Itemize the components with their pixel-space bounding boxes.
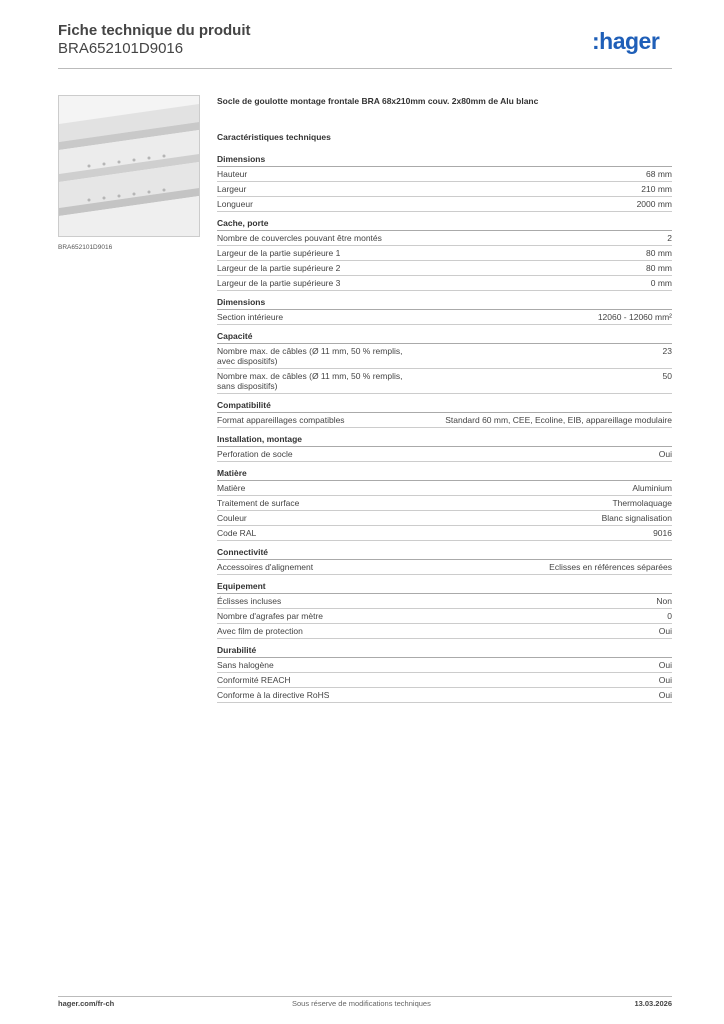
spec-value: 80 mm [646,248,672,258]
group-title: Cache, porte [217,218,672,231]
cable-trunking-illustration [59,96,199,236]
spec-groups [217,154,672,703]
spec-label: Perforation de socle [217,449,293,459]
spec-label: Nombre d'agrafes par mètre [217,611,324,621]
spec-label: Traitement de surface [217,498,300,508]
group-title: Durabilité [217,645,672,658]
spec-group [217,297,672,325]
spec-value: Oui [658,449,672,459]
spec-group [217,468,672,541]
group-title: Connectivité [217,547,672,560]
footer-divider [58,996,672,997]
spec-row [217,658,672,673]
spec-row [217,167,672,182]
footer-disclaimer: Sous réserve de modifications techniques [292,999,431,1008]
spec-value: Non [656,596,672,606]
spec-value: 9016 [653,528,672,538]
spec-row [217,673,672,688]
spec-value: 12060 - 12060 mm² [597,312,672,322]
spec-row [217,594,672,609]
spec-group [217,331,672,394]
group-title: Equipement [217,581,672,594]
spec-value: Oui [658,626,672,636]
spec-row [217,261,672,276]
spec-label: Hauteur [217,169,248,179]
group-title: Dimensions [217,154,672,167]
group-title: Dimensions [217,297,672,310]
spec-row [217,447,672,462]
spec-label: Accessoires d'alignement [217,562,314,572]
hager-logo: :hager [592,28,660,54]
spec-value: 2000 mm [636,199,672,209]
spec-row [217,369,672,394]
spec-row [217,481,672,496]
spec-content [217,96,672,709]
spec-label: Sans halogène [217,660,274,670]
spec-value: Oui [658,660,672,670]
spec-label: Conforme à la directive RoHS [217,690,330,700]
spec-group [217,400,672,428]
spec-group [217,547,672,575]
spec-value: Blanc signalisation [601,513,672,523]
spec-value: 68 mm [646,169,672,179]
spec-value: 210 mm [641,184,672,194]
spec-group [217,218,672,291]
spec-label: Largeur de la partie supérieure 1 [217,248,341,258]
spec-row [217,182,672,197]
spec-value: 0 [667,611,672,621]
product-title: Socle de goulotte montage frontale BRA 68x210mm couv. 2x80mm de Alu blanc [217,96,539,106]
page-title: Fiche technique du produit [58,22,251,39]
spec-row [217,624,672,639]
header-divider [58,68,672,69]
spec-value: Standard 60 mm, CEE, Ecoline, EIB, appareillage modulaire [445,415,672,425]
spec-label: Largeur de la partie supérieure 2 [217,263,341,273]
spec-label: Couleur [217,513,247,523]
spec-value: 2 [667,233,672,243]
spec-label: Code RAL [217,528,257,538]
footer-website[interactable]: hager.com/fr-ch [58,999,115,1008]
spec-row [217,496,672,511]
spec-row [217,231,672,246]
spec-value: Oui [658,675,672,685]
spec-label: Éclisses incluses [217,596,282,606]
spec-label: Longueur [217,199,253,209]
spec-row [217,511,672,526]
spec-value: 80 mm [646,263,672,273]
footer-date: 13.03.2026 [634,999,672,1008]
spec-row [217,246,672,261]
section-heading: Caractéristiques techniques [217,132,331,142]
spec-value: 23 [662,346,672,356]
spec-row [217,344,672,369]
spec-value: Thermolaquage [612,498,672,508]
spec-label: Nombre max. de câbles (Ø 11 mm, 50 % remplis, avec dispositifs) [217,346,403,366]
spec-label: Largeur de la partie supérieure 3 [217,278,341,288]
spec-row [217,609,672,624]
spec-value: Oui [658,690,672,700]
spec-label: Format appareillages compatibles [217,415,345,425]
spec-row [217,688,672,703]
group-title: Installation, montage [217,434,672,447]
spec-row [217,310,672,325]
spec-group [217,645,672,703]
group-title: Capacité [217,331,672,344]
spec-row [217,526,672,541]
spec-value: Eclisses en références séparées [549,562,672,572]
spec-label: Avec film de protection [217,626,303,636]
group-title: Matière [217,468,672,481]
spec-row [217,413,672,428]
spec-label: Matière [217,483,246,493]
spec-value: 0 mm [650,278,672,288]
spec-label: Nombre max. de câbles (Ø 11 mm, 50 % remplis, sans dispositifs) [217,371,403,391]
spec-label: Section intérieure [217,312,284,322]
group-title: Compatibilité [217,400,672,413]
spec-row [217,560,672,575]
spec-row [217,197,672,212]
image-caption: BRA652101D9016 [58,244,113,251]
spec-value: 50 [662,371,672,381]
spec-label: Conformité REACH [217,675,291,685]
spec-row [217,276,672,291]
product-code: BRA652101D9016 [58,40,184,57]
spec-label: Largeur [217,184,247,194]
spec-label: Nombre de couvercles pouvant être montés [217,233,382,243]
spec-group [217,154,672,212]
product-image [58,95,200,237]
spec-value: Aluminium [632,483,672,493]
spec-group [217,581,672,639]
spec-group [217,434,672,462]
